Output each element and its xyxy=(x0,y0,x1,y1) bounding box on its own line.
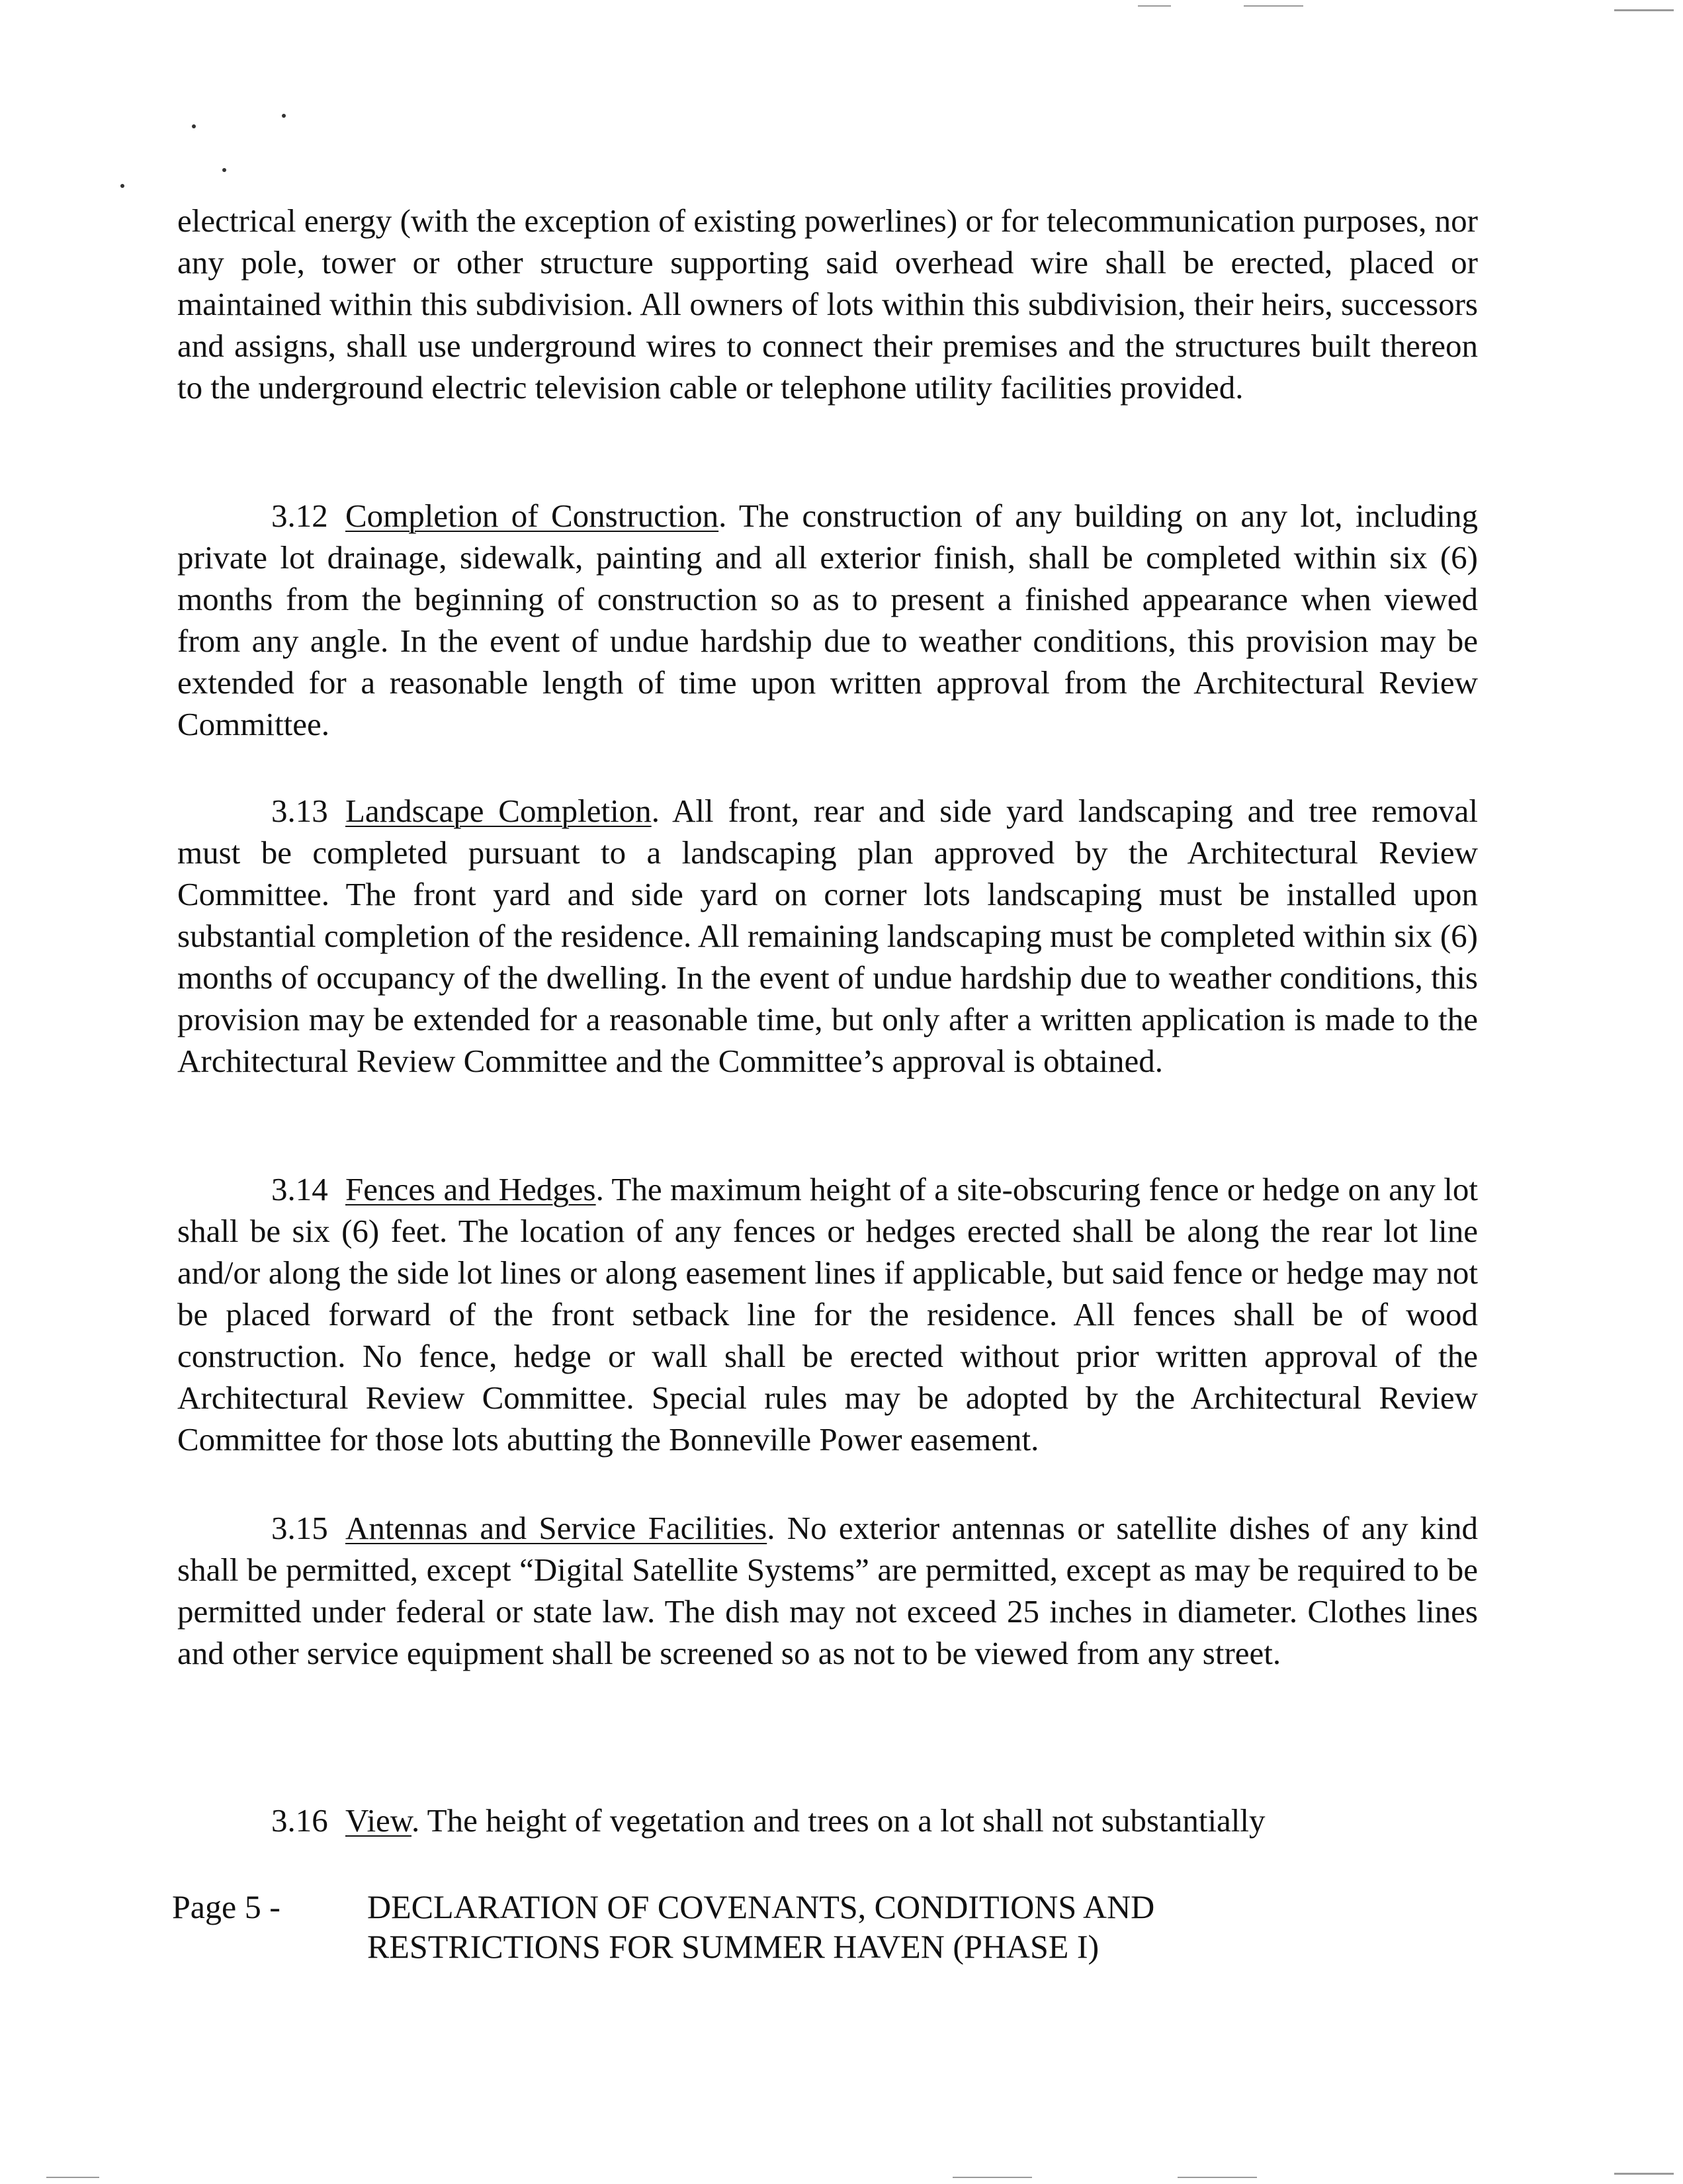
scan-dot xyxy=(222,168,226,172)
section-number: 3.14 xyxy=(271,1171,328,1207)
scan-artifact xyxy=(1614,9,1674,11)
section-number: 3.12 xyxy=(271,498,328,534)
scan-dot xyxy=(282,114,286,118)
section-3-15: 3.15 Antennas and Service Facilities. No exterior antennas or satellite dishes of any kind shall be permitted, except “Digital Satellite Systems” are permitted, except as may be required to be permitted under federal or state law. The dish may not exceed 25 inches in diameter. Clothes lines and other service equipment shall be screened so as not to be viewed from any street. xyxy=(177,1507,1478,1674)
scan-dot xyxy=(120,184,124,188)
scan-artifact xyxy=(46,2177,99,2178)
section-body: The construction of any building on any lot, including private lot drainage, sidewalk, painting and all exterior finish, shall be completed within six (6) months from the beginning of construction so as to present a finished appearance when viewed from any angle. In the event of undue hardship due to weather conditions, this provision may be extended for a reasonable length of time upon written approval from the Architectural Review Committee. xyxy=(177,498,1478,742)
section-3-14: 3.14 Fences and Hedges. The maximum height of a site-obscuring fence or hedge on any lot shall be six (6) feet. The location of any fences or hedges erected shall be along the rear lot line and/or along the side lot lines or along easement lines if applicable, but said fence or hedge may not be placed forward of the front setback line for the residence. All fences shall be of wood construction. No fence, hedge or wall shall be erected without prior written approval of the Architectural Review Committee. Special rules may be adopted by the Architectural Review Committee for those lots abutting the Bonneville Power easement. xyxy=(177,1168,1478,1460)
section-body: The height of vegetation and trees on a lot shall not substantially xyxy=(427,1802,1266,1839)
section-title: Fences and Hedges xyxy=(345,1171,596,1207)
document-title-line-2: RESTRICTIONS FOR SUMMER HAVEN (PHASE I) xyxy=(367,1928,1100,1965)
document-title xyxy=(367,1887,1359,1966)
section-3-13: 3.13 Landscape Completion. All front, rear and side yard landscaping and tree removal must be completed pursuant to a landscaping plan approved by the Architectural Review Committee. The front yard and side yard on corner lots landscaping must be installed upon substantial completion of the residence. All remaining landscaping must be completed within six (6) months of occupancy of the dwelling. In the event of undue hardship due to weather conditions, this provision may be extended for a reasonable time, but only after a written application is made to the Architectural Review Committee and the Committee’s approval is obtained. xyxy=(177,790,1478,1082)
section-title: Antennas and Service Facilities xyxy=(345,1510,767,1546)
scan-artifact xyxy=(1178,2177,1257,2178)
section-title: View xyxy=(345,1802,412,1839)
scan-artifact xyxy=(953,2177,1032,2178)
continuation-paragraph xyxy=(177,200,1478,408)
document-title-line-1: DECLARATION OF COVENANTS, CONDITIONS AND xyxy=(367,1888,1155,1925)
section-number: 3.16 xyxy=(271,1802,328,1839)
section-3-16: 3.16 View. The height of vegetation and trees on a lot shall not substantially xyxy=(177,1800,1478,1841)
section-body: All front, rear and side yard landscaping and tree removal must be completed pursuant to a landscaping plan approved by the Architectural Review Committee. The front yard and side yard on corner lots landscaping must be installed upon substantial completion of the residence. All remaining landscaping must be completed within six (6) months of occupancy of the dwelling. In the event of undue hardship due to weather conditions, this provision may be extended for a reasonable time, but only after a written application is made to the Architectural Review Committee and the Committee’s approval is obtained. xyxy=(177,793,1478,1079)
scan-artifact xyxy=(1614,2173,1674,2175)
section-body: The maximum height of a site-obscuring fence or hedge on any lot shall be six (6) feet. The location of any fences or hedges erected shall be along the rear lot line and/or along the side lot lines or along easement lines if applicable, but said fence or hedge may not be placed forward of the front setback line for the residence. All fences shall be of wood construction. No fence, hedge or wall shall be erected without prior written approval of the Architectural Review Committee. Special rules may be adopted by the Architectural Review Committee for those lots abutting the Bonneville Power easement. xyxy=(177,1171,1478,1458)
scan-artifact xyxy=(1244,5,1303,7)
section-number: 3.13 xyxy=(271,793,328,829)
section-body: No exterior antennas or satellite dishes of any kind shall be permitted, except “Digital Satellite Systems” are permitted, except as may be required to be permitted under federal or state law. The dish may not exceed 25 inches in diameter. Clothes lines and other service equipment shall be screened so as not to be viewed from any street. xyxy=(177,1510,1478,1671)
scan-artifact xyxy=(1138,5,1171,7)
section-title: Completion of Construction xyxy=(345,498,719,534)
page-number-label: Page 5 - xyxy=(172,1888,280,1925)
section-title: Landscape Completion xyxy=(345,793,652,829)
scan-dot xyxy=(192,124,196,128)
section-3-12: 3.12 Completion of Construction. The construction of any building on any lot, including private lot drainage, sidewalk, painting and all exterior finish, shall be completed within six (6) months from the beginning of construction so as to present a finished appearance when viewed from any angle. In the event of undue hardship due to weather conditions, this provision may be extended for a reasonable length of time upon written approval from the Architectural Review Committee. xyxy=(177,495,1478,745)
continuation-text: electrical energy (with the exception of existing powerlines) or for telecommunication purposes, nor any pole, tower or other structure supporting said overhead wire shall be erected, placed or maintained within this subdivision. All owners of lots within this subdivision, their heirs, successors and assigns, shall use underground wires to connect their premises and the structures built thereon to the underground electric television cable or telephone utility facilities provided. xyxy=(177,202,1478,406)
section-number: 3.15 xyxy=(271,1510,328,1546)
